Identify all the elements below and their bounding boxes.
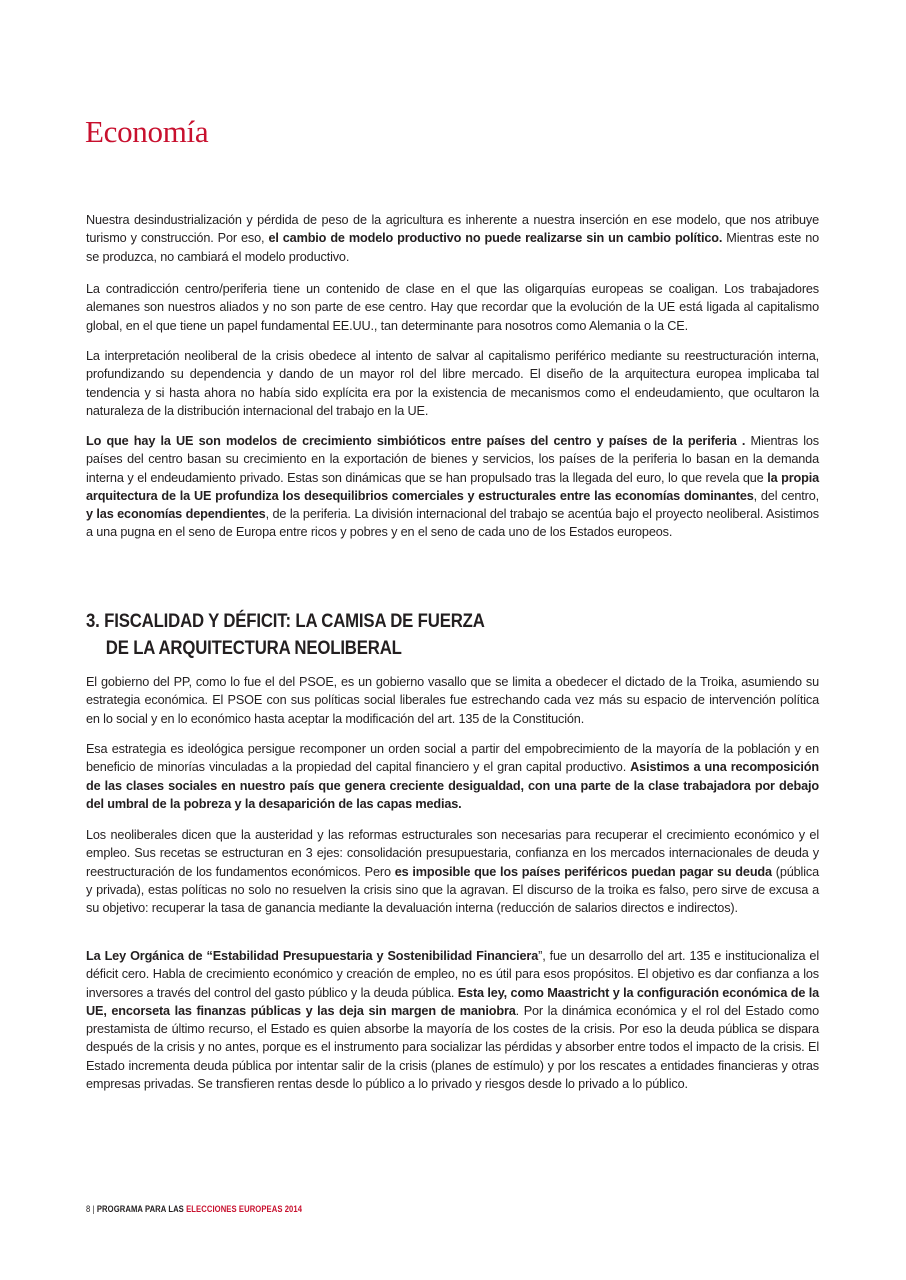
paragraph-7 — [86, 826, 819, 917]
paragraph-2-text: La contradicción centro/periferia tiene un contenido de clase en el que las oligarquías europeas se coaligan. Los trabajadores alemanes son nuestros aliados y no son parte de ese centro. Hay que recordar que la evolución de la UE está ligada al capitalismo global, en el que tiene un papel fundamental EE.UU., tan determinante para nosotros como Alemania o la CE. — [86, 282, 819, 333]
paragraph-6-text-a: Esa estrategia es ideológica persigue recomponer un orden social a partir del empobrecimiento de la mayoría de la población y en beneficio de minorías vinculadas a la propiedad del capital financiero y el gran capital productivo. — [86, 742, 819, 775]
paragraph-6-bold-a: Asistimos a una recomposición de las clases sociales en nuestro país que genera creciente desigualdad, con una parte de la clase trabajadora por debajo del umbral de la pobreza y la desaparición de las capas medias. — [86, 760, 820, 811]
paragraph-3-text: La interpretación neoliberal de la crisis obedece al intento de salvar al capitalismo periférico mediante su reestructuración interna, profundizando su dependencia y dando de un mayor rol del libre mercado. El diseño de la arquitectura europea implicaba tal tendencia y si hasta ahora no había sido explícita era por la existencia de mecanismos como el endeudamiento, que ocultaron la naturaleza de la distribución internacional del trabajo en la UE. — [86, 349, 819, 418]
section-heading-line-1: 3. FISCALIDAD Y DÉFICIT: LA CAMISA DE FUERZA — [86, 610, 485, 632]
paragraph-8-bold-b: Esta ley, como Maastricht y la configuración económica de la UE, encorseta las finanzas públicas y las deja sin margen de maniobra — [86, 985, 819, 1018]
section-heading-line-2: DE LA ARQUITECTURA NEOLIBERAL — [105, 637, 402, 659]
paragraph-6 — [86, 740, 819, 813]
paragraph-1-text-a: Nuestra desindustrialización y pérdida de peso de la agricultura es inherente a nuestra inserción en ese modelo, que nos atribuye turismo y construcción. Por eso, — [86, 213, 819, 246]
paragraph-1 — [86, 211, 819, 266]
paragraph-1-bold-a: el cambio de modelo productivo no puede realizarse sin un cambio político. — [268, 231, 723, 246]
page-footer — [86, 1204, 302, 1214]
paragraph-8-text-b: . Por la dinámica económica y el rol del Estado como prestamista de último recurso, el Estado es quien absorbe la mayoría de los costes de la crisis. Por eso la deuda pública se dispara después de la crisis y no antes, porque es el instrumento para socializar las pérdidas y absorber entre todos el impacto de la crisis. El Estado incrementa deuda pública por intentar salir de la crisis (planes de estímulo) y por los rescates a entidades financieras y otras empresas privadas. Se transfieren rentas desde lo público a lo privado y riesgos desde lo privado a lo público. — [86, 1003, 820, 1092]
page-title: Economía — [85, 114, 209, 149]
paragraph-4-bold-a: Lo que hay la UE son modelos de crecimiento simbióticos entre países del centro y países de la periferia . — [86, 434, 746, 448]
paragraph-4-bold-c: y las economías dependientes — [86, 507, 266, 522]
paragraph-7-bold-a: es imposible que los países periféricos puedan pagar su deuda — [394, 864, 772, 879]
footer-program-label: PROGRAMA PARA LAS — [96, 1204, 184, 1214]
paragraph-4-bold-b: la propia arquitectura de la UE profundiza los desequilibrios comerciales y estructurales entre las economías dominantes — [86, 470, 820, 503]
paragraph-8 — [86, 947, 819, 1093]
paragraph-4-text-c: , de la periferia. La división internacional del trabajo se acentúa bajo el proyecto neoliberal. Asistimos a una pugna en el seno de Europa entre ricos y pobres y en el seno de cada uno de los Estados europeos. — [86, 507, 819, 540]
paragraph-7-text-b: (pública y privada), estas políticas no solo no resuelven la crisis sino que la agravan. El discurso de la troika es falso, pero sirve de excusa a su objetivo: recuperar la tasa de ganancia mediante la devaluación interna (reducción de salarios directos e indirectos). — [86, 864, 819, 916]
paragraph-8-text-a: ”, fue un desarrollo del art. 135 e institucionaliza el déficit cero. Habla de crecimiento económico y creación de empleo, no es útil para esos propósitos. El objetivo es dar confianza a los inversores a través del control del gasto público y la deuda pública. — [86, 949, 820, 1000]
page-number: 8 — [86, 1204, 91, 1214]
paragraph-5-text: El gobierno del PP, como lo fue el del PSOE, es un gobierno vasallo que se limita a obedecer el dictado de la Troika, asumiendo su estrategia económica. El PSOE con sus políticas social liberales fue estrechando cada vez más su espacio de intervención política en lo social y en lo económico hasta aceptar la modificación del art. 135 de la Constitución. — [86, 675, 819, 726]
paragraph-4-text-b: , del centro, — [753, 488, 819, 503]
paragraph-5 — [86, 673, 819, 728]
footer-separator: | — [92, 1204, 95, 1214]
paragraph-2 — [86, 280, 819, 335]
paragraph-1-text-b: Mientras este no se produzca, no cambiará el modelo productivo. — [86, 231, 820, 264]
paragraph-4-text-a: Mientras los países del centro basan su crecimiento en la exportación de bienes y servicios, los países de la periferia lo basan en la demanda interna y el endeudamiento privado. Estas son dinámicas que se han propulsado tras la llegada del euro, lo que revela que — [86, 434, 820, 485]
paragraph-7-text-a: Los neoliberales dicen que la austeridad y las reformas estructurales son necesarias para recuperar el crecimiento económico y el empleo. Sus recetas se estructuran en 3 ejes: consolidación presupuestaria, confianza en los mercados internacionales de deuda y reestructuración de los fundamentos económicos. Pero — [86, 828, 819, 879]
paragraph-3 — [86, 347, 819, 420]
paragraph-8-bold-a: La Ley Orgánica de “Estabilidad Presupuestaria y Sostenibilidad Financiera — [86, 949, 539, 963]
section-heading — [86, 608, 716, 662]
footer-elections-label: ELECCIONES EUROPEAS 2014 — [186, 1204, 303, 1214]
paragraph-4 — [86, 432, 819, 542]
